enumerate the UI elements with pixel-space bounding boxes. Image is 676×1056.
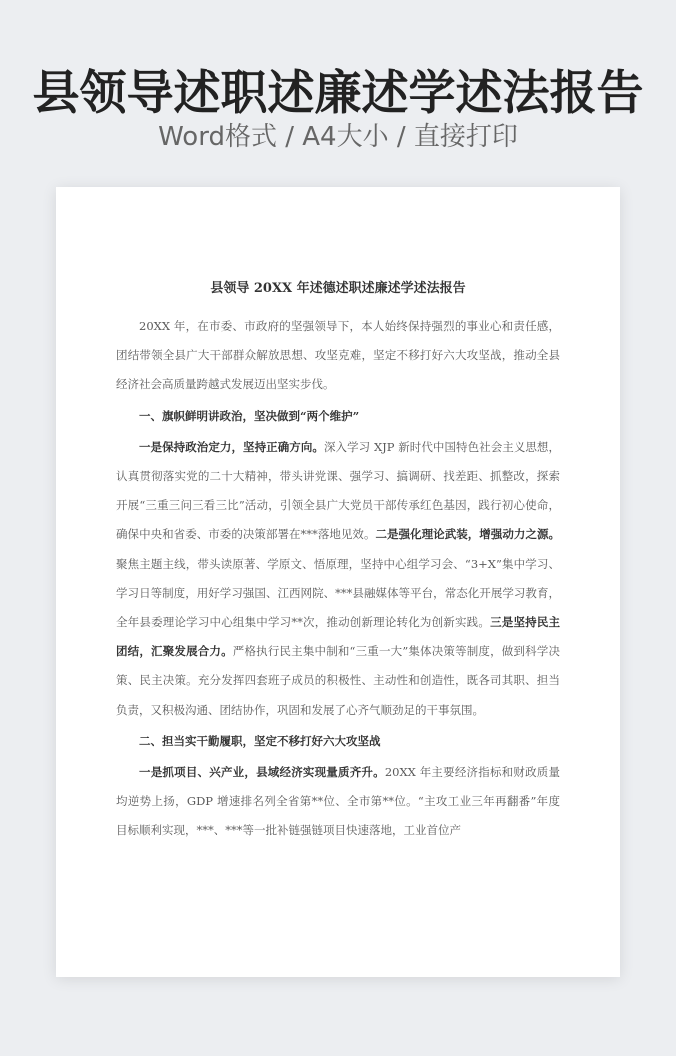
point-1-text: 深入学习 XJP 新时代中国特色社会主义思想，认真贯彻落实党的二十大精神，带头讲党课、强学习、搞调研、找差距、抓整改，探索开展“三重三问三看三比”活动，引领全县广大党员干部传承红色基因，践行初心使命，确保中央和省委、市委的决策部署在***落地见效。 [116,439,560,542]
document-title: 县领导 20XX 年述德述职述廉述学述法报告 [210,281,466,296]
banner-subtitle: Word格式 / A4大小 / 直接打印 [158,122,518,152]
section-2-point-1-lead: 一是抓项目、兴产业，县域经济实现量质齐升。 [139,765,385,780]
document-page [56,187,620,977]
section-heading-2: 二、担当实干勤履职，坚定不移打好六大攻坚战 [139,733,381,748]
section-2-paragraph [116,758,560,846]
point-3-text: 严格执行民主集中制和“三重一大”集体决策等制度，做到科学决策、民主决策。充分发挥四套班子成员的积极性、主动性和创造性，既各司其职、担当负责，又积极沟通、团结协作，巩固和发展了心齐气顺劲足的干事氛围。 [116,644,560,717]
point-3-lead: 三是坚持民主团结，汇聚发展合力。 [116,615,561,659]
document-body [116,279,560,846]
section-1-paragraph [116,433,560,725]
point-2-text: 聚焦主题主线，带头读原著、学原文、悟原理，坚持中心组学习会、“3+X”集中学习、学习日等制度，用好学习强国、江西网院、***县融媒体等平台，常态化开展学习教育，全年县委理论学习中心组集中学习**次，推动创新理论转化为创新实践。 [116,556,560,630]
point-2-lead: 二是强化理论武装，增强动力之源。 [375,527,561,542]
intro-paragraph: 20XX 年，在市委、市政府的坚强领导下，本人始终保持强烈的事业心和责任感，团结带领全县广大干部群众解放思想、攻坚克难，坚定不移打好六大攻坚战，推动全县经济社会高质量跨越式发展迈出坚实步伐。 [116,319,560,392]
point-1-lead: 一是保持政治定力，坚持正确方向。 [139,439,324,454]
section-2-point-1-text: 20XX 年主要经济指标和财政质量均逆势上扬，GDP 增速排名列全省第**位、全市第**位。“主攻工业三年再翻番”年度目标顺利实现，***、***等一批补链强链项目快速落地，工业首位产 [116,765,560,838]
section-heading-1: 一、旗帜鲜明讲政治，坚决做到“两个维护” [139,408,360,423]
banner-title: 县领导述职述廉述学述法报告 [32,66,644,121]
